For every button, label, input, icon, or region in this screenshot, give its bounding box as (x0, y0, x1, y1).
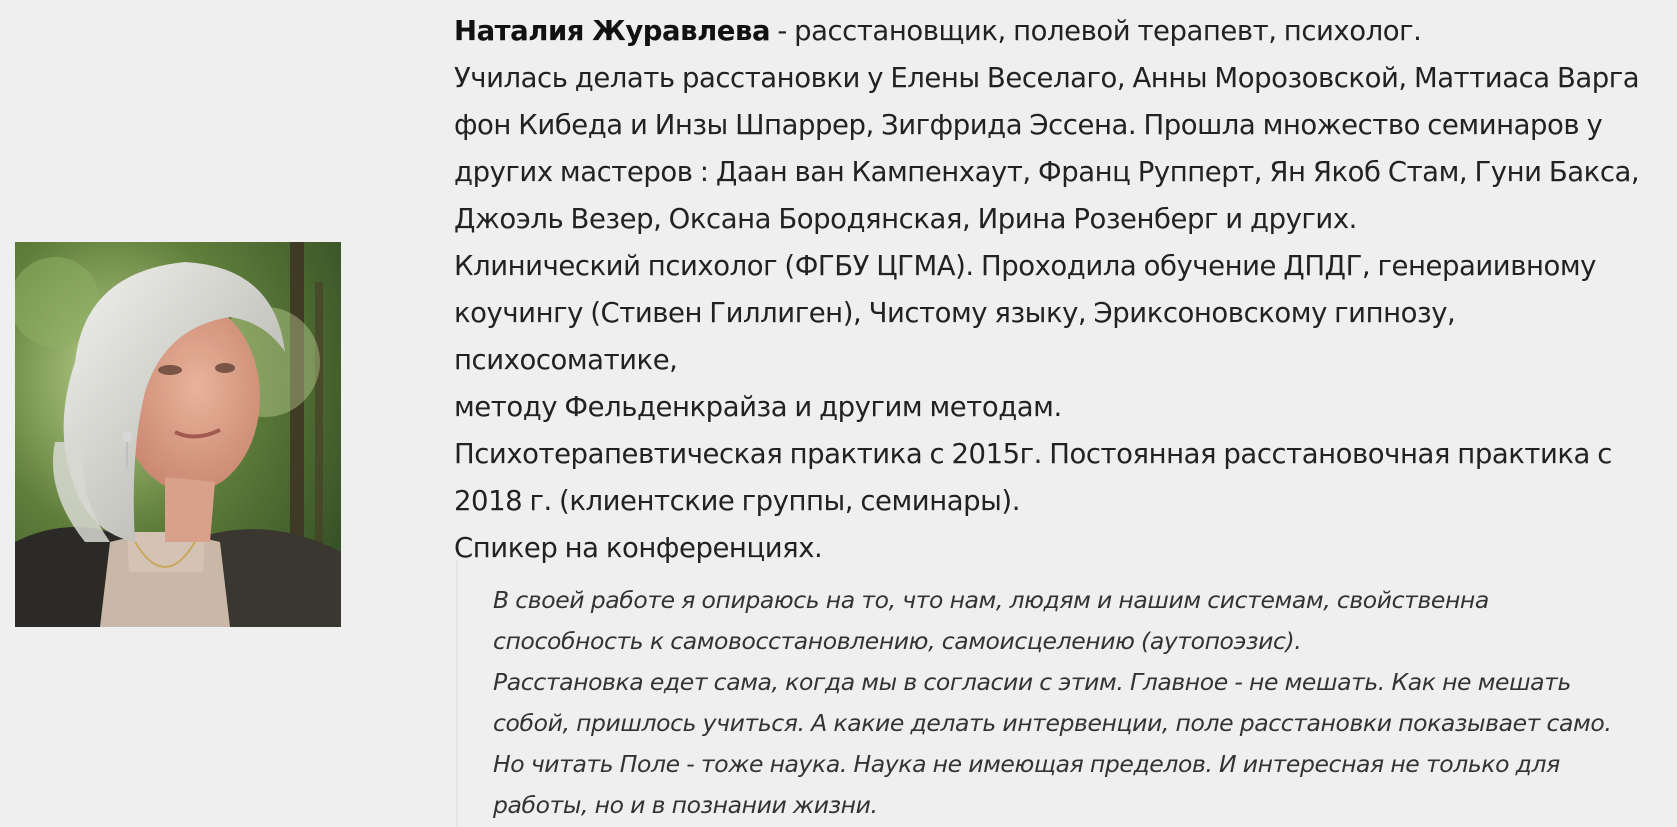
bio-line: 2018 г. (клиентские группы, семинары). (454, 485, 1020, 517)
person-name: Наталия Журавлева (454, 15, 771, 47)
bio-line: Клинический психолог (ФГБУ ЦГМА). Проходила обучение ДПДГ, генераиивному (454, 250, 1596, 282)
bio-line: коучингу (Стивен Гиллиген), Чистому языку, Эриксоновскому гипнозу, психосоматике, (454, 297, 1456, 376)
bio-line: Психотерапевтическая практика с 2015г. Постоянная расстановочная практика с (454, 438, 1612, 470)
quote-line: собой, пришлось учиться. А какие делать интервенции, поле расстановки показывает само. (493, 709, 1612, 737)
bio-line: Училась делать расстановки у Елены Веселаго, Анны Морозовской, Маттиаса Варга (454, 62, 1640, 94)
bio-line: Спикер на конференциях. (454, 532, 823, 564)
person-title: - расстановщик, полевой терапевт, психолог. (770, 15, 1422, 47)
quote-line: работы, но и в познании жизни. (493, 791, 878, 819)
bio-heading (454, 8, 1669, 55)
bio-line: других мастеров : Даан ван Кампенхаут, Франц Рупперт, Ян Якоб Стам, Гуни Бакса, (454, 156, 1640, 188)
quote-line: Расстановка едет сама, когда мы в согласии с этим. Главное - не мешать. Как не мешать (493, 668, 1571, 696)
quote-line: способность к самовосстановлению, самоисцелению (аутопоэзис). (493, 627, 1302, 655)
bio-line: Джоэль Везер, Оксана Бородянская, Ирина Розенберг и других. (454, 203, 1357, 235)
philosophy-quote (456, 560, 1671, 827)
biography-text (454, 8, 1669, 572)
portrait-photo (15, 242, 341, 627)
quote-line: В своей работе я опираюсь на то, что нам, людям и нашим системам, свойственна (493, 586, 1489, 614)
quote-line: Но читать Поле - тоже наука. Наука не имеющая пределов. И интересная не только для (493, 750, 1560, 778)
bio-line: фон Кибеда и Инзы Шпаррер, Зигфрида Эссена. Прошла множество семинаров у (454, 109, 1603, 141)
bio-line: методу Фельденкрайза и другим методам. (454, 391, 1062, 423)
